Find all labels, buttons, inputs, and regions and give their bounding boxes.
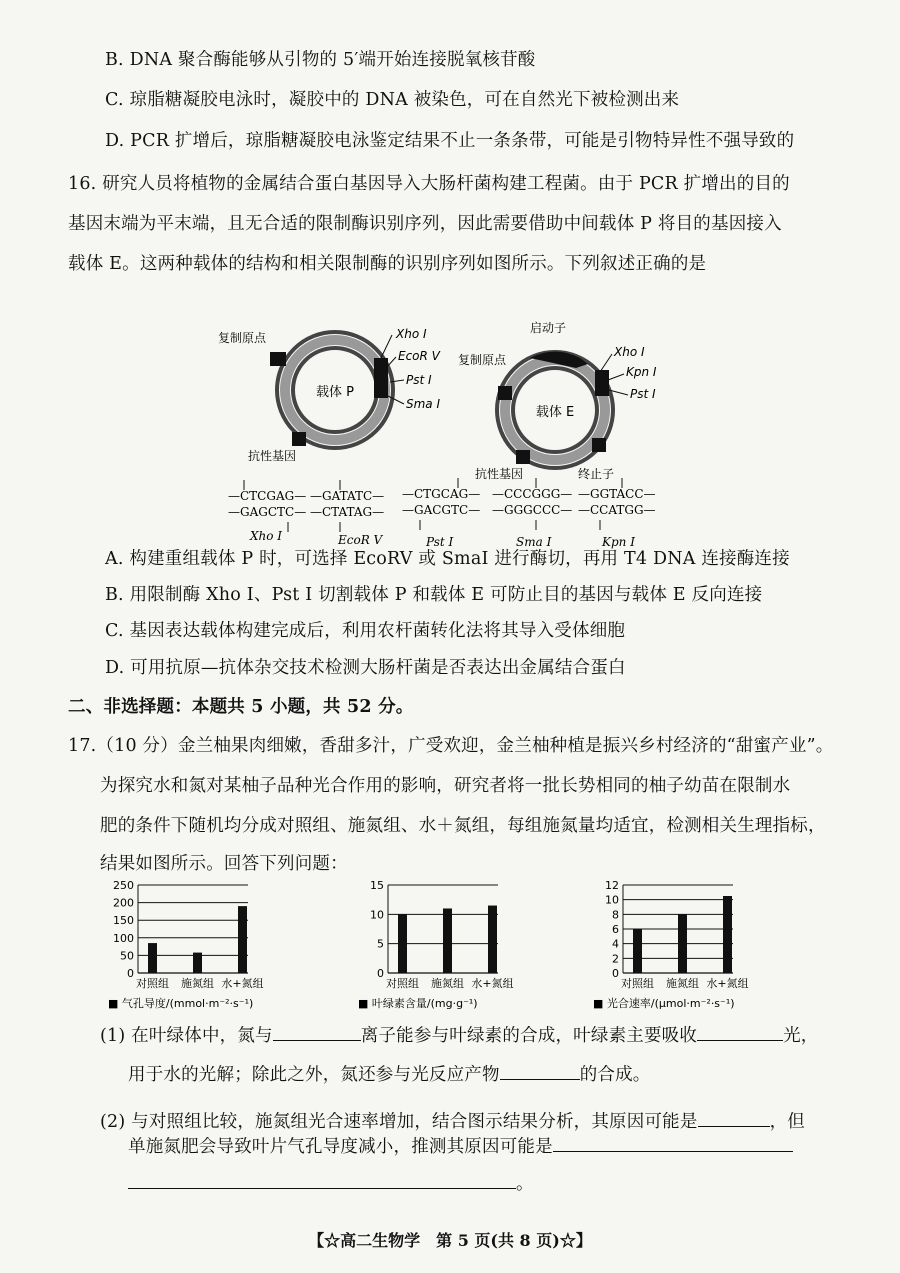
q16-stem-line3: 载体 E。这两种载体的结构和相关限制酶的识别序列如图所示。下列叙述正确的是 (68, 254, 707, 274)
q17-charts (100, 875, 780, 1015)
q17-sub2-line1: (2) 与对照组比较，施氮组光合速率增加，结合图示结果分析，其原因可能是 ，但 (100, 1108, 805, 1133)
seq-xhoi (228, 489, 306, 543)
page-footer: 【☆高二生物学 第 5 页(共 8 页)☆】 (308, 1231, 592, 1250)
q17-sub1-line2: 用于水的光解；除此之外，氮还参与光反应产物 的合成。 (128, 1061, 651, 1086)
seq-smai (492, 487, 572, 549)
e-marker-block (516, 450, 530, 464)
chart-legend: ■ 光合速率/(μmol·m⁻²·s⁻¹) (593, 997, 735, 1010)
answer-blank-1[interactable] (273, 1022, 361, 1041)
p-site-block (374, 358, 388, 398)
answer-blank-4[interactable] (698, 1108, 770, 1127)
q16-stem-line2: 基因末端为平末端，且无合适的限制酶识别序列，因此需要借助中间载体 P 将目的基因接入 (68, 214, 782, 234)
answer-blank-2[interactable] (697, 1022, 783, 1041)
p-site-xho: Xho Ⅰ (396, 327, 427, 341)
plasmid-e-label: 载体 E (535, 405, 575, 420)
svg-text:Sma Ⅰ: Sma Ⅰ (516, 535, 552, 549)
p-ori-block (270, 352, 286, 366)
y-tick-label: 6 (612, 923, 619, 936)
bar (148, 943, 157, 973)
x-tick-label: 施氮组 (431, 977, 464, 990)
recognition-sequences (228, 478, 656, 549)
bar (238, 906, 247, 973)
y-tick-label: 5 (377, 937, 384, 951)
x-tick-label: 水+氮组 (471, 977, 514, 990)
x-tick-label: 施氮组 (666, 977, 699, 990)
bar (723, 896, 732, 973)
svg-text:—CTCGAG—: —CTCGAG— (228, 489, 307, 503)
bar (443, 908, 452, 973)
y-tick-label: 10 (370, 908, 384, 922)
p-marker-label: 抗性基因 (248, 449, 297, 463)
q17-stem-line1: 17.（10 分）金兰柚果肉细嫩，香甜多汁，广受欢迎，金兰柚种植是振兴乡村经济的“甜蜜产业”。 (68, 736, 834, 756)
svg-text:—GACGTC—: —GACGTC— (402, 503, 481, 517)
chart-legend: ■ 气孔导度/(mmol·m⁻²·s⁻¹) (108, 997, 254, 1010)
e-ori-block (498, 386, 512, 400)
svg-text:—GATATC—: —GATATC— (310, 489, 385, 503)
e-site-xho: Xho Ⅰ (614, 345, 645, 359)
e-site-block (595, 370, 609, 396)
q17-stem-line3: 肥的条件下随机均分成对照组、施氮组、水＋氮组，每组施氮量均适宜，检测相关生理指标， (100, 816, 826, 836)
e-marker-label: 抗性基因 (475, 467, 524, 481)
svg-text:—CCCGGG—: —CCCGGG— (492, 487, 573, 501)
y-tick-label: 150 (113, 914, 134, 928)
y-tick-label: 12 (605, 879, 619, 892)
seq-ecorv (310, 489, 384, 547)
q15-option-b: B. DNA 聚合酶能够从引物的 5′端开始连接脱氧核苷酸 (105, 50, 536, 70)
e-ori-label: 复制原点 (458, 353, 507, 367)
x-tick-label: 对照组 (621, 977, 654, 990)
x-tick-label: 对照组 (136, 977, 169, 990)
x-tick-label: 施氮组 (181, 977, 214, 990)
y-tick-label: 100 (113, 931, 134, 945)
y-tick-label: 8 (612, 908, 619, 922)
e-site-kpn: Kpn Ⅰ (626, 365, 657, 379)
y-tick-label: 2 (612, 952, 619, 966)
q15-option-c: C. 琼脂糖凝胶电泳时，凝胶中的 DNA 被染色，可在自然光下被检测出来 (105, 90, 680, 110)
q16-option-d: D. 可用抗原—抗体杂交技术检测大肠杆菌是否表达出金属结合蛋白 (105, 658, 626, 678)
svg-text:Xho Ⅰ: Xho Ⅰ (250, 529, 283, 543)
bar (678, 914, 687, 973)
e-site-pst: Pst Ⅰ (630, 387, 656, 401)
svg-text:Pst Ⅰ: Pst Ⅰ (426, 535, 454, 549)
svg-text:Kpn Ⅰ: Kpn Ⅰ (602, 535, 635, 549)
plasmid-diagram (200, 300, 720, 550)
answer-blank-6[interactable] (128, 1170, 516, 1189)
q17-stem-line4: 结果如图所示。回答下列问题： (100, 854, 348, 874)
x-tick-label: 水+氮组 (221, 977, 264, 990)
section-heading: 二、非选择题：本题共 5 小题，共 52 分。 (68, 697, 414, 717)
y-tick-label: 0 (127, 967, 134, 980)
y-tick-label: 50 (120, 949, 134, 963)
chart-legend: ■ 叶绿素含量/(mg·g⁻¹) (358, 997, 478, 1010)
y-tick-label: 4 (612, 937, 619, 951)
bar (488, 906, 497, 973)
svg-text:—CTGCAG—: —CTGCAG— (402, 487, 481, 501)
plasmid-p (218, 327, 441, 463)
q16-stem-line1: 16. 研究人员将植物的金属结合蛋白基因导入大肠杆菌构建工程菌。由于 PCR 扩增出的目的 (68, 174, 790, 194)
plasmid-e (458, 320, 657, 481)
bar (398, 914, 407, 973)
p-marker-block (292, 432, 306, 446)
e-terminator-label: 终止子 (578, 467, 615, 481)
p-ori-label: 复制原点 (218, 331, 267, 345)
x-tick-label: 水+氮组 (706, 977, 749, 990)
y-tick-label: 10 (605, 893, 619, 907)
q16-option-c: C. 基因表达载体构建完成后，利用农杆菌转化法将其导入受体细胞 (105, 621, 626, 641)
p-site-pst: Pst Ⅰ (406, 373, 432, 387)
y-tick-label: 15 (370, 879, 384, 892)
svg-text:—CCATGG—: —CCATGG— (578, 503, 656, 517)
q15-option-d: D. PCR 扩增后，琼脂糖凝胶电泳鉴定结果不止一条条带，可能是引物特异性不强导致的 (105, 131, 795, 151)
bar (193, 953, 202, 973)
p-site-sma: Sma Ⅰ (406, 397, 441, 411)
bar (633, 929, 642, 973)
p-site-ecorv: EcoR Ⅴ (398, 349, 440, 363)
y-tick-label: 200 (113, 896, 134, 910)
svg-text:—GAGCTC—: —GAGCTC— (228, 505, 307, 519)
q16-option-b: B. 用限制酶 Xho Ⅰ、Pst Ⅰ 切割载体 P 和载体 E 可防止目的基因与载体 E 反向连接 (105, 585, 763, 605)
seq-kpni (578, 487, 656, 549)
plasmid-p-label: 载体 P (316, 385, 354, 400)
svg-text:EcoR Ⅴ: EcoR Ⅴ (338, 533, 383, 547)
svg-text:—CTATAG—: —CTATAG— (310, 505, 385, 519)
q16-option-a: A. 构建重组载体 P 时，可选择 EcoRV 或 SmaI 进行酶切，再用 T4 DNA 连接酶连接 (105, 549, 790, 569)
answer-blank-3[interactable] (500, 1061, 580, 1080)
x-tick-label: 对照组 (386, 977, 419, 990)
q17-sub2-line2: 单施氮肥会导致叶片气孔导度减小，推测其原因可能是 (128, 1133, 793, 1158)
q17-sub2-line3: 。 (128, 1170, 534, 1195)
e-terminator-block (592, 438, 606, 452)
q17-sub1-line1: (1) 在叶绿体中，氮与 离子能参与叶绿素的合成，叶绿素主要吸收 光， (100, 1022, 818, 1047)
y-tick-label: 0 (377, 967, 384, 980)
seq-psti (402, 487, 480, 549)
q17-stem-line2: 为探究水和氮对某柚子品种光合作用的影响，研究者将一批长势相同的柚子幼苗在限制水 (100, 776, 791, 796)
answer-blank-5[interactable] (553, 1133, 793, 1152)
y-tick-label: 250 (113, 879, 134, 892)
svg-text:—GGTACC—: —GGTACC— (578, 487, 656, 501)
svg-text:—GGGCCC—: —GGGCCC— (492, 503, 573, 517)
y-tick-label: 0 (612, 967, 619, 980)
e-promoter-label: 启动子 (530, 321, 567, 335)
